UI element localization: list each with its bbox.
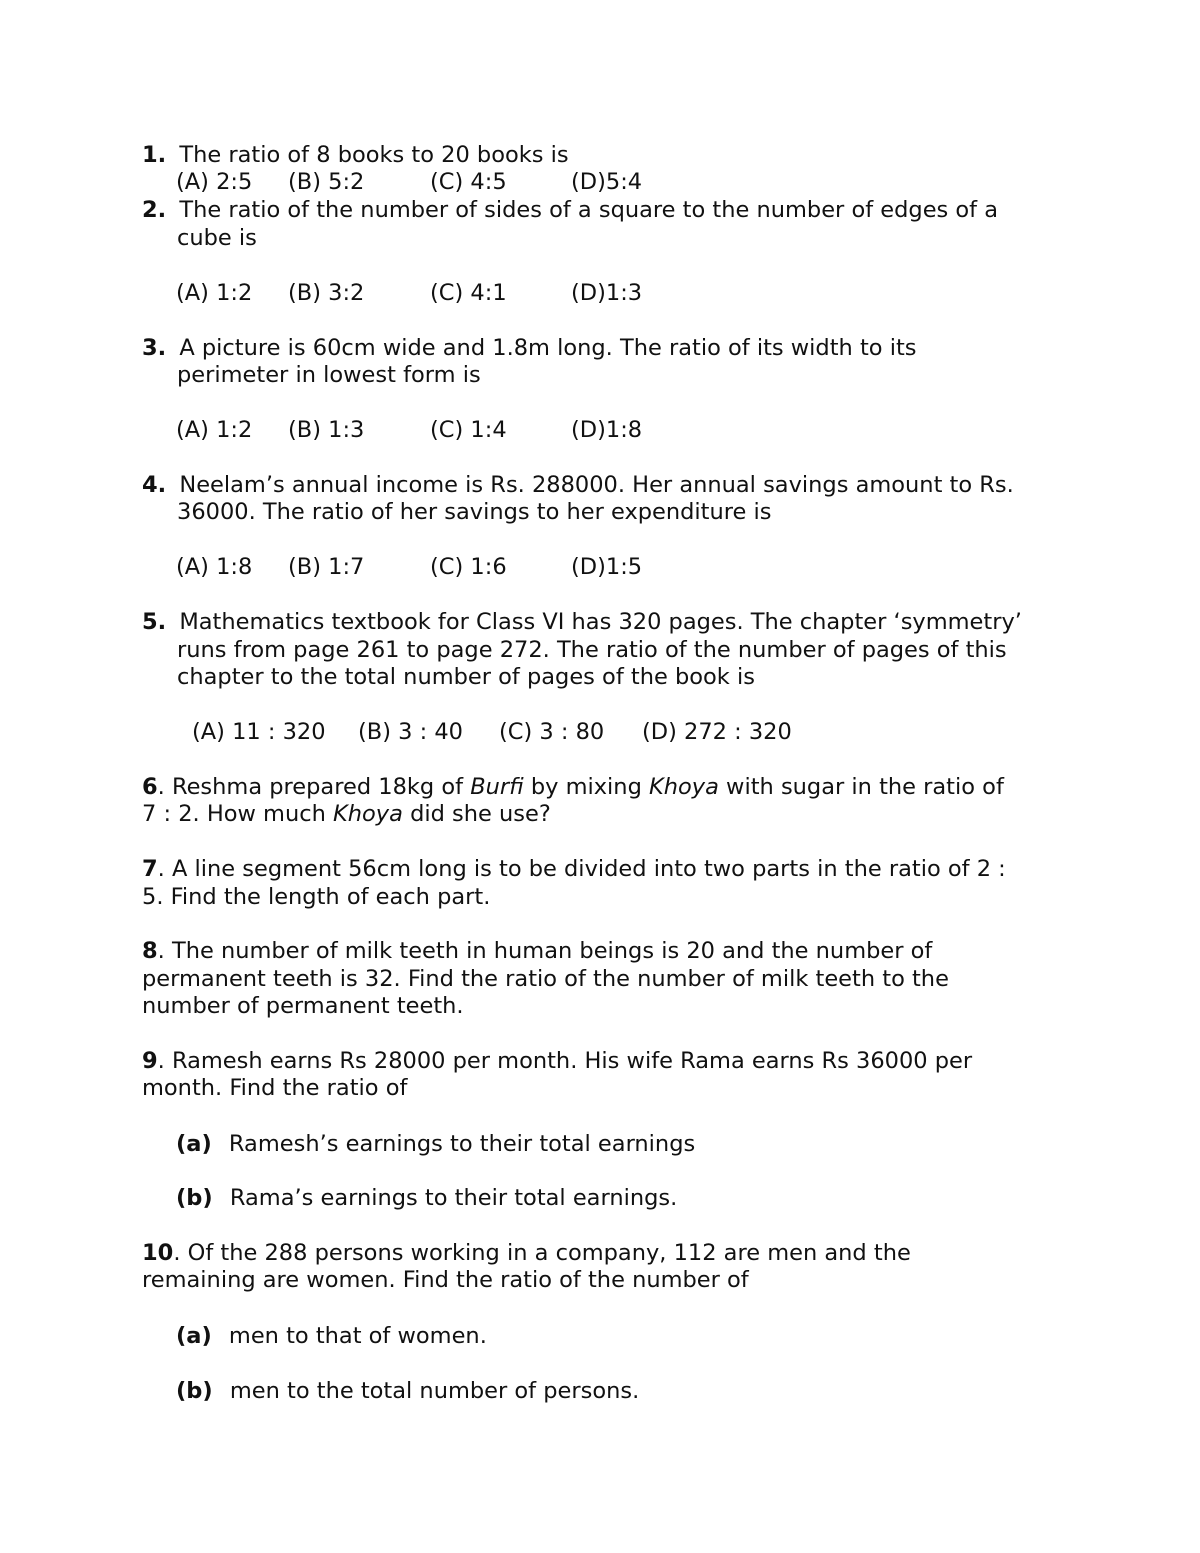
question-9-part-a (176, 1130, 695, 1158)
question-9 (142, 1047, 972, 1075)
question-text: Neelam’s annual income is Rs. 288000. Her annual savings amount to Rs. (179, 472, 1014, 498)
option-b: (B) 5:2 (288, 169, 365, 195)
question-number: 10 (142, 1240, 174, 1266)
question-number: 4. (142, 472, 167, 498)
option-c: (C) 1:4 (430, 417, 507, 443)
sub-label: (b) (176, 1185, 213, 1211)
question-10-part-a (176, 1322, 487, 1350)
question-text: with sugar in the ratio of (718, 774, 1004, 800)
question-10-line-2: remaining are women. Find the ratio of the number of (142, 1267, 749, 1293)
question-8-line-3: number of permanent teeth. (142, 993, 464, 1019)
question-text: A picture is 60cm wide and 1.8m long. The ratio of its width to its (179, 335, 917, 361)
option-d: (D)1:3 (571, 280, 643, 306)
question-7-line-2: 5. Find the length of each part. (142, 884, 491, 910)
question-10 (142, 1239, 911, 1267)
question-number: 1. (142, 142, 167, 168)
question-number: 6 (142, 774, 158, 800)
burfi-term: Burfi (470, 774, 524, 800)
question-7 (142, 855, 1006, 883)
sub-text: men to the total number of persons. (229, 1378, 640, 1404)
question-text: 7 : 2. How much (142, 801, 334, 827)
option-b: (B) 3 : 40 (358, 719, 463, 745)
sub-label: (a) (176, 1131, 212, 1157)
question-text: The ratio of 8 books to 20 books is (179, 142, 569, 168)
question-number: 7 (142, 856, 158, 882)
sub-label: (b) (176, 1378, 213, 1404)
option-d: (D) 272 : 320 (642, 719, 792, 745)
khoya-term: Khoya (333, 801, 403, 827)
question-5-line-2: runs from page 261 to page 272. The ratio of the number of pages of this (177, 637, 1007, 663)
option-c: (C) 4:5 (430, 169, 507, 195)
question-number: 3. (142, 335, 167, 361)
option-b: (B) 3:2 (288, 280, 365, 306)
question-2-line-2: cube is (177, 225, 257, 251)
question-text: by mixing (523, 774, 650, 800)
question-6 (142, 773, 1004, 801)
question-text: . Ramesh earns Rs 28000 per month. His wife Rama earns Rs 36000 per (157, 1048, 973, 1074)
option-a: (A) 1:2 (176, 280, 253, 306)
option-d: (D)1:5 (571, 554, 643, 580)
question-1 (142, 141, 569, 169)
question-4-line-2: 36000. The ratio of her savings to her expenditure is (177, 499, 772, 525)
question-10-part-b (176, 1377, 639, 1405)
option-a: (A) 1:2 (176, 417, 253, 443)
option-d: (D)5:4 (571, 169, 643, 195)
question-3-line-2: perimeter in lowest form is (177, 362, 481, 388)
question-text: The ratio of the number of sides of a square to the number of edges of a (179, 197, 999, 223)
question-3 (142, 334, 917, 362)
question-6-line-2 (142, 800, 551, 828)
question-5-line-3: chapter to the total number of pages of the book is (177, 664, 755, 690)
option-a: (A) 1:8 (176, 554, 253, 580)
sub-label: (a) (176, 1323, 212, 1349)
option-a: (A) 2:5 (176, 169, 253, 195)
question-text: . The number of milk teeth in human beings is 20 and the number of (157, 938, 933, 964)
question-5 (142, 608, 1022, 636)
question-text: did she use? (402, 801, 551, 827)
sub-text: Ramesh’s earnings to their total earnings (228, 1131, 696, 1157)
khoya-term: Khoya (649, 774, 719, 800)
option-c: (C) 4:1 (430, 280, 507, 306)
question-number: 9 (142, 1048, 158, 1074)
option-d: (D)1:8 (571, 417, 643, 443)
question-8-line-2: permanent teeth is 32. Find the ratio of the number of milk teeth to the (142, 966, 949, 992)
question-9-part-b (176, 1184, 677, 1212)
question-8 (142, 937, 932, 965)
option-c: (C) 3 : 80 (499, 719, 605, 745)
question-text: . A line segment 56cm long is to be divided into two parts in the ratio of 2 : (157, 856, 1006, 882)
sub-text: Rama’s earnings to their total earnings. (229, 1185, 678, 1211)
option-c: (C) 1:6 (430, 554, 507, 580)
question-number: 5. (142, 609, 167, 635)
question-number: 2. (142, 197, 167, 223)
option-b: (B) 1:3 (288, 417, 365, 443)
option-a: (A) 11 : 320 (192, 719, 326, 745)
question-text: Mathematics textbook for Class VI has 320 pages. The chapter ‘symmetry’ (179, 609, 1022, 635)
question-4 (142, 471, 1014, 499)
question-number: 8 (142, 938, 158, 964)
question-text: . Of the 288 persons working in a company, 112 are men and the (173, 1240, 911, 1266)
sub-text: men to that of women. (228, 1323, 487, 1349)
question-2 (142, 196, 998, 224)
question-text: . Reshma prepared 18kg of (157, 774, 471, 800)
option-b: (B) 1:7 (288, 554, 365, 580)
question-9-line-2: month. Find the ratio of (142, 1075, 408, 1101)
